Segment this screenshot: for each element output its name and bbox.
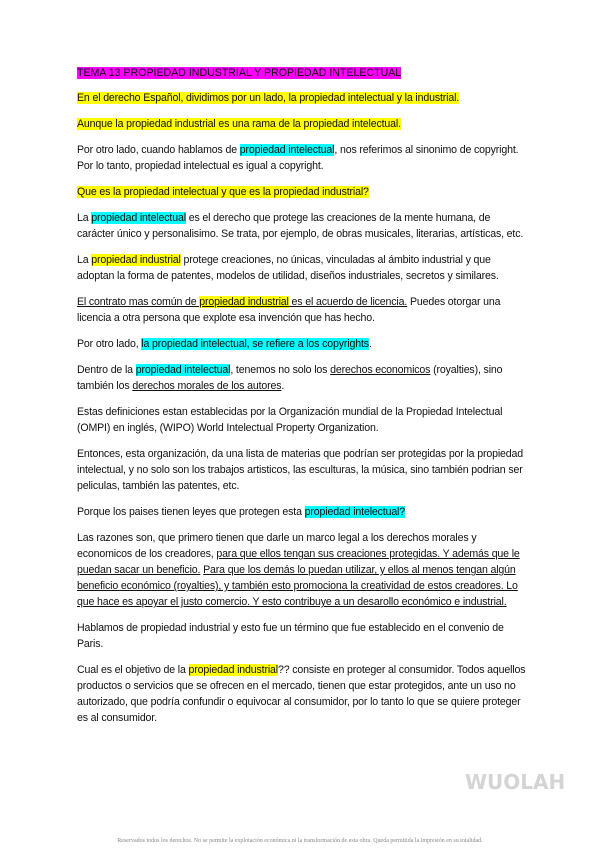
paragraph-12: Porque los paises tienen leyes que protegen esta propiedad intelectual? xyxy=(77,506,406,518)
document-title: TEMA 13 PROPIEDAD INDUSTRIAL Y PROPIEDAD INTELECTUAL xyxy=(77,67,402,79)
paragraph-13: Las razones son, que primero tienen que darle un marco legal a los derechos morales y economicos de los creadores, para que ellos tengan sus creaciones protegidas. Y además que le puedan sacar un beneficio. Para que los demás lo puedan utilizar, y ellos al menos tengan algún beneficio económico (royalties), y también esto promociona la creatividad de estos creadores. Lo que hace es apoyar el justo comercio. Y esto contribuye a un desarollo económico e industrial. xyxy=(77,532,520,608)
paragraph-15: Cual es el objetivo de la propiedad industrial?? consiste en proteger al consumidor. Todos aquellos productos o servicios que se ofrecen en el mercado, tienen que estar protegidos, ante un uso no autorizado, que podría confundir o equivocar al consumidor, por lo tanto lo que se quiere proteger es al consumidor. xyxy=(77,664,526,724)
copyright-footer: Reservados todos los derechos. No se permite la explotación económica ni la transformación de esta obra. Queda permitida la impresión en su totalidad. xyxy=(117,838,483,844)
document-body xyxy=(77,66,527,736)
paragraph-8: Por otro lado, la propiedad intelectual, se refiere a los copyrights. xyxy=(77,338,372,350)
paragraph-5: La propiedad intelectual es el derecho que protege las creaciones de la mente humana, de carácter único y personalisimo. Se trata, por ejemplo, de obras musicales, literarias, artísticas, etc. xyxy=(77,212,524,240)
paragraph-6: La propiedad industrial protege creaciones, no únicas, vinculadas al ámbito industrial y que adoptan la forma de patentes, modelos de utilidad, diseños industriales, secretos y similares. xyxy=(77,254,499,282)
paragraph-11: Entonces, esta organización, da una lista de materias que podrían ser protegidas por la propiedad intelectual, y no solo son los trabajos artisticos, las esculturas, la música, sino también podrian ser peliculas, también las patentes, etc. xyxy=(77,448,523,492)
paragraph-3: Por otro lado, cuando hablamos de propiedad intelectual, nos referimos al sinonimo de copyright. Por lo tanto, propiedad intelectual es igual a copyright. xyxy=(77,144,519,172)
paragraph-9: Dentro de la propiedad intelectual, tenemos no solo los derechos economicos (royalties), sino también los derechos morales de los autores. xyxy=(77,364,503,392)
paragraph-14: Hablamos de propiedad industrial y esto fue un término que fue establecido en el convenio de Paris. xyxy=(77,622,504,650)
paragraph-1: En el derecho Español, dividimos por un lado, la propiedad intelectual y la industrial. xyxy=(77,92,460,104)
paragraph-4: Que es la propiedad intelectual y que es la propiedad industrial? xyxy=(77,186,369,198)
paragraph-10: Estas definiciones estan establecidas por la Organización mundial de la Propiedad Intelectual (OMPI) en inglés, (WIPO) World Intelectual Property Organization. xyxy=(77,406,503,434)
paragraph-2: Aunque la propiedad industrial es una rama de la propiedad intelectual. xyxy=(77,118,401,130)
paragraph-7: El contrato mas común de propiedad industrial es el acuerdo de licencia. Puedes otorgar una licencia a otra persona que explote esa invención que has hecho. xyxy=(77,296,501,324)
wuolah-logo: WUOLAH xyxy=(465,770,566,794)
